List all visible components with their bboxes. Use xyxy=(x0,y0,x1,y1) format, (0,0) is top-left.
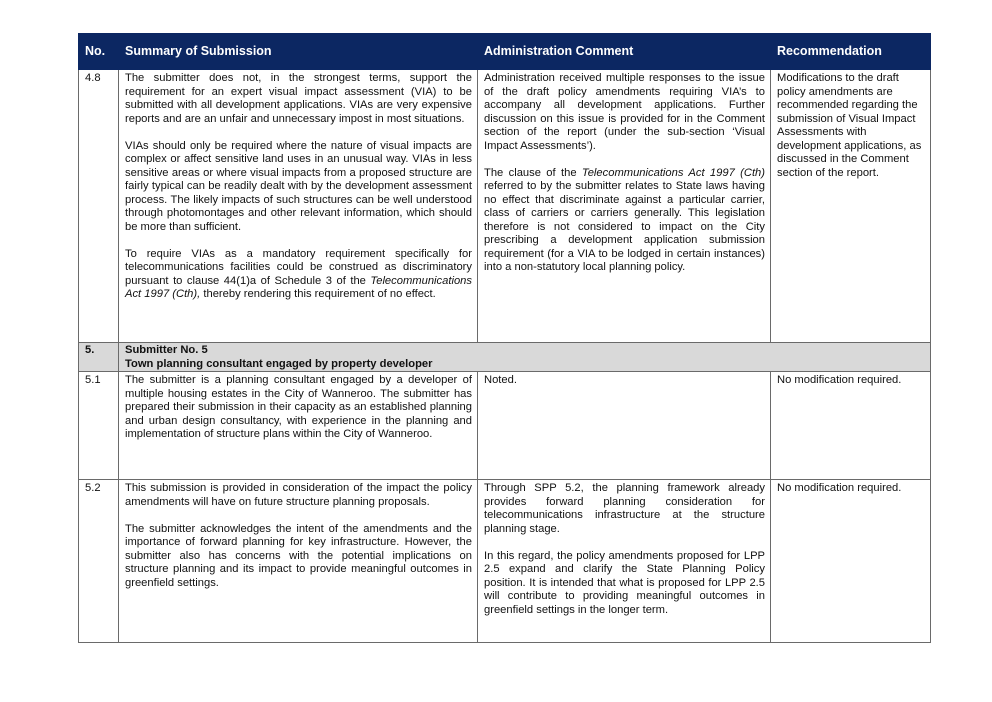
comment-paragraph: Administration received multiple responses to the issue of the draft policy amendments requiring VIA’s to accompany all development applications. Further discussion on this issue is provided for in the Comment section of the report (under the sub-section ‘Visual Impact Assessments’). xyxy=(484,72,765,152)
act-title: Telecommunications Act 1997 (Cth) xyxy=(581,166,765,179)
act-title: Telecommunications Act 1997 (Cth), xyxy=(125,274,472,300)
row-number: 4.8 xyxy=(79,70,119,343)
comment-paragraph: Through SPP 5.2, the planning framework already provides forward planning consideration for telecommunications infrastructure at the structure planning stage. xyxy=(484,482,765,535)
comment-text: referred to by the submitter relates to State laws having no effect that discriminate against a particular carrier, class of carriers or carriers generally. This legislation therefore is not considered to impact on the City prescribing a development application submission requirement (for a VIA to be lodged in certain instances) into a non-statutory local planning policy. xyxy=(484,180,765,273)
table-row xyxy=(79,70,931,343)
header-no: No. xyxy=(79,34,119,70)
summary-paragraph: VIAs should only be required where the nature of visual impacts are complex or affect sensitive land uses in an unusual way. VIAs in less sensitive areas or where visual impacts from a proposed structure are fairly typical can be readily dealt with by the development assessment process. The likely impacts of such structures can be well understood through photomontages and other relevant information, which should be more than sufficient. xyxy=(125,139,472,233)
section-title: Submitter No. 5 xyxy=(125,344,208,356)
summary-paragraph xyxy=(125,248,472,302)
comment-cell xyxy=(478,480,771,643)
comment-paragraph xyxy=(484,167,765,275)
recommendation-cell: Modifications to the draft policy amendments are recommended regarding the submission of Visual Impact Assessments with development applications, as discussed in the Comment section of the report. xyxy=(771,70,931,343)
table-row xyxy=(79,372,931,480)
section-subtitle: Town planning consultant engaged by property developer xyxy=(125,357,433,370)
summary-text: To require VIAs as a mandatory requirement specifically for telecommunications facilities could be construed as discriminatory pursuant to clause 44(1)a of Schedule 3 of the xyxy=(125,247,472,287)
recommendation-cell: No modification required. xyxy=(771,480,931,643)
row-number: 5.2 xyxy=(79,480,119,643)
summary-cell xyxy=(119,70,478,343)
summary-cell xyxy=(119,480,478,643)
section-header-row xyxy=(79,343,931,372)
summary-paragraph: This submission is provided in consideration of the impact the policy amendments will have on future structure planning proposals. xyxy=(125,482,472,508)
table-row xyxy=(79,480,931,643)
comment-cell: Noted. xyxy=(478,372,771,480)
section-number: 5. xyxy=(79,343,119,372)
recommendation-cell: No modification required. xyxy=(771,372,931,480)
header-comment: Administration Comment xyxy=(478,34,771,70)
comment-cell xyxy=(478,70,771,343)
summary-cell: The submitter is a planning consultant engaged by a developer of multiple housing estates in the City of Wanneroo. The submitter has prepared their submission in their capacity as an established planning and urban design consultancy, with experience in the planning and implementation of structure plans within the City of Wanneroo. xyxy=(119,372,478,480)
header-recommendation: Recommendation xyxy=(771,34,931,70)
submissions-table xyxy=(78,33,931,643)
comment-text: The clause of the xyxy=(484,166,582,179)
summary-text: thereby rendering this requirement of no effect. xyxy=(200,288,436,300)
comment-paragraph: In this regard, the policy amendments proposed for LPP 2.5 expand and clarify the State Planning Policy position. It is intended that what is proposed for LPP 2.5 will contribute to providing meaningful outcomes in greenfield settings in the longer term. xyxy=(484,549,765,616)
header-summary: Summary of Submission xyxy=(119,34,478,70)
table-header-row xyxy=(79,34,931,70)
section-title-cell xyxy=(119,343,931,372)
summary-paragraph: The submitter acknowledges the intent of the amendments and the importance of forward planning for key infrastructure. However, the submitter also has concerns with the potential implications on structure planning and its impact to provide meaningful outcomes in greenfield settings. xyxy=(125,522,472,589)
row-number: 5.1 xyxy=(79,372,119,480)
summary-paragraph: The submitter does not, in the strongest terms, support the requirement for an expert visual impact assessment (VIA) to be submitted with all development applications. VIAs are very expensive reports and are an unfair and unnecessary impost in most situations. xyxy=(125,72,472,125)
